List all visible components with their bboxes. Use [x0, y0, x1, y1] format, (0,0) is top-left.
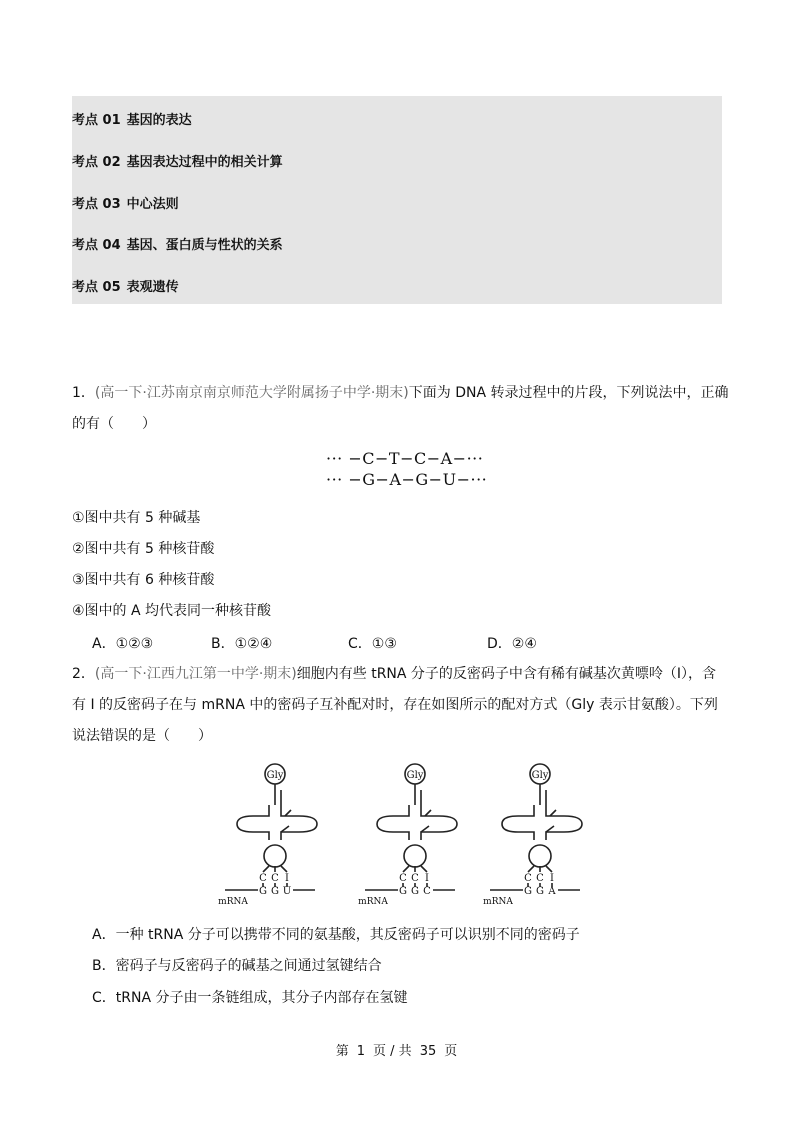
anticodon-base: C	[411, 873, 419, 884]
q2-option-a[interactable]: A．一种 tRNA 分子可以携带不同的氨基酸，其反密码子可以识别不同的密码子	[92, 927, 580, 943]
current-page: 1	[356, 1044, 366, 1059]
codon-base: G	[271, 886, 279, 897]
anticodon-link	[421, 866, 427, 872]
anticodon-base: I	[425, 873, 429, 884]
q1-option-a[interactable]: A．①②③	[92, 636, 154, 652]
anticodon-link	[281, 866, 287, 872]
anticodon-base: C	[271, 873, 279, 884]
arm-tick	[546, 810, 556, 832]
dna-sequence-bottom: ··· −G−A−G−U−···	[326, 470, 488, 489]
q2-stem-line1: 2．(高一下·江西九江第一中学·期末)细胞内有些 tRNA 分子的反密码子中含有稀有碱基次黄嘌呤（I），含	[72, 666, 717, 682]
d-arm	[237, 805, 269, 840]
topic-item: 考点 02 基因表达过程中的相关计算	[72, 155, 283, 170]
anticodon-loop	[404, 845, 426, 867]
d-arm	[502, 805, 534, 840]
codon-base: G	[524, 886, 532, 897]
anticodon-base: I	[550, 873, 554, 884]
q1-statement: ③图中共有 6 种核苷酸	[72, 572, 215, 588]
q1-stem-line1: 1．(高一下·江苏南京南京师范大学附属扬子中学·期末)下面为 DNA 转录过程中的片段，下列说法中，正确	[72, 385, 729, 401]
topic-item: 考点 03 中心法则	[72, 197, 179, 212]
q1-option-d[interactable]: D．②④	[487, 636, 537, 652]
dna-sequence-top: ··· −C−T−C−A−···	[326, 449, 484, 468]
codon-base: G	[259, 886, 267, 897]
anticodon-link	[528, 866, 534, 872]
q2-stem-line3: 说法错误的是（ ）	[72, 728, 212, 744]
anticodon-base: I	[285, 873, 289, 884]
anticodon-base: C	[259, 873, 267, 884]
amino-acid-label: Gly	[406, 770, 424, 781]
mrna-label: mRNA	[483, 897, 513, 907]
d-arm	[377, 805, 409, 840]
codon-base: G	[399, 886, 407, 897]
arm-tick	[281, 810, 291, 832]
q1-statement: ④图中的 A 均代表同一种核苷酸	[72, 603, 272, 619]
mrna-label: mRNA	[218, 897, 248, 907]
q2-stem-line2: 有 I 的反密码子在与 mRNA 中的密码子互补配对时，存在如图所示的配对方式（Gly 表示甘氨酸）。下列	[72, 697, 718, 713]
trna-pairing-figure	[215, 760, 615, 910]
amino-acid-label: Gly	[531, 770, 549, 781]
codon-base: U	[282, 886, 292, 897]
topic-item: 考点 04 基因、蛋白质与性状的关系	[72, 238, 283, 253]
topic-item: 考点 05 表观遗传	[72, 280, 179, 295]
total-pages: 35	[419, 1044, 437, 1059]
mrna-label: mRNA	[358, 897, 388, 907]
q1-statement: ①图中共有 5 种碱基	[72, 510, 201, 526]
topic-list-box	[72, 96, 722, 304]
q2-source: (高一下·江西九江第一中学·期末)	[94, 666, 297, 682]
q2-option-c[interactable]: C．tRNA 分子由一条链组成，其分子内部存在氢键	[92, 990, 408, 1006]
amino-acid-label: Gly	[266, 770, 284, 781]
anticodon-loop	[529, 845, 551, 867]
topic-item: 考点 01 基因的表达	[72, 113, 192, 128]
anticodon-base: C	[524, 873, 532, 884]
anticodon-link	[546, 866, 552, 872]
q1-statement: ②图中共有 5 种核苷酸	[72, 541, 215, 557]
codon-base: C	[423, 886, 431, 897]
q1-option-b[interactable]: B．①②④	[211, 636, 273, 652]
page-footer: 第 1 页 / 共 35 页	[335, 1044, 458, 1059]
anticodon-base: C	[536, 873, 544, 884]
anticodon-loop	[264, 845, 286, 867]
q1-source: (高一下·江苏南京南京师范大学附属扬子中学·期末)	[94, 385, 409, 401]
codon-base: G	[536, 886, 544, 897]
anticodon-link	[263, 866, 269, 872]
codon-base: G	[411, 886, 419, 897]
anticodon-base: C	[399, 873, 407, 884]
anticodon-link	[403, 866, 409, 872]
codon-base: A	[548, 886, 556, 897]
q1-option-c[interactable]: C．①③	[348, 636, 397, 652]
q2-option-b[interactable]: B．密码子与反密码子的碱基之间通过氢键结合	[92, 958, 382, 974]
q1-stem-line2: 的有（ ）	[72, 416, 156, 432]
arm-tick	[421, 810, 431, 832]
